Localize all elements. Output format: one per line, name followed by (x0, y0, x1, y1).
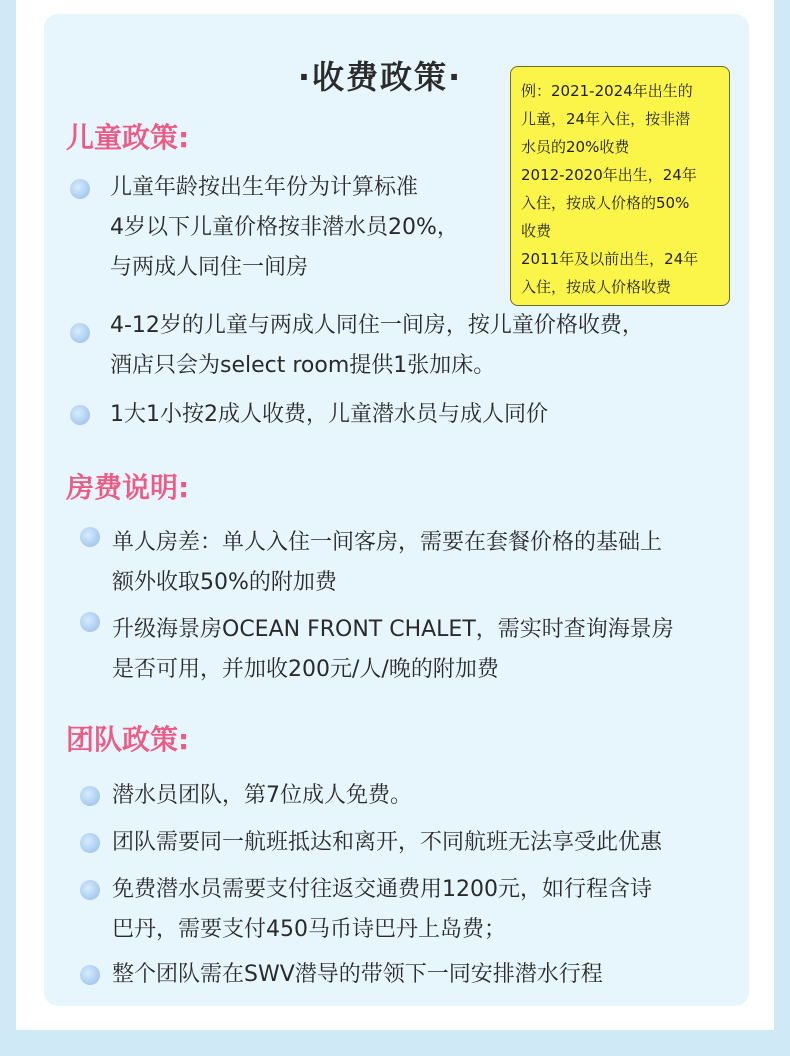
note-line: 收费 (521, 222, 552, 240)
section-heading-group: 团队政策: (66, 723, 190, 756)
bullet-icon (70, 179, 90, 199)
item-line: 单人房差：单人入住一间客房，需要在套餐价格的基础上 (112, 530, 663, 555)
bullet-icon (80, 833, 100, 853)
bullet-icon (80, 612, 100, 632)
item-line: 巴丹，需要支付450马币诗巴丹上岛费； (112, 917, 506, 942)
bullet-icon (80, 880, 100, 900)
item-line: 潜水员团队，第7位成人免费。 (112, 783, 412, 808)
item-line: 是否可用，并加收200元/人/晚的附加费 (112, 657, 499, 682)
note-line: 例：2021-2024年出生的 (521, 82, 693, 100)
item-line: 4-12岁的儿童与两成人同住一间房，按儿童价格收费， (110, 313, 644, 338)
page-title: ·收费政策· (297, 58, 463, 96)
bullet-icon (70, 323, 90, 343)
bullet-icon (70, 405, 90, 425)
note-line: 入住，按成人价格收费 (521, 278, 672, 296)
note-line: 2012-2020年出生，24年 (521, 166, 697, 184)
bullet-icon (80, 786, 100, 806)
section-heading-room: 房费说明: (66, 471, 190, 504)
item-line: 额外收取50%的附加费 (112, 570, 337, 595)
item-line: 升级海景房OCEAN FRONT CHALET，需实时查询海景房 (112, 617, 674, 642)
example-note (510, 66, 730, 306)
note-line: 水员的20%收费 (521, 138, 630, 156)
item-line: 团队需要同一航班抵达和离开，不同航班无法享受此优惠 (112, 830, 663, 855)
note-line: 入住，按成人价格的50% (521, 194, 690, 212)
bullet-icon (80, 965, 100, 985)
item-line: 与两成人同住一间房 (110, 255, 309, 280)
item-line: 儿童年龄按出生年份为计算标准 (110, 175, 419, 200)
bullet-icon (80, 527, 100, 547)
note-line: 2011年及以前出生，24年 (521, 250, 699, 268)
item-line: 酒店只会为select room提供1张加床。 (110, 353, 496, 378)
note-line: 儿童，24年入住，按非潜 (521, 110, 691, 128)
item-line: 1大1小按2成人收费，儿童潜水员与成人同价 (110, 402, 548, 427)
section-heading-children: 儿童政策: (66, 121, 190, 154)
item-line: 免费潜水员需要支付往返交通费用1200元，如行程含诗 (112, 877, 652, 902)
item-line: 4岁以下儿童价格按非潜水员20%， (110, 215, 459, 240)
item-line: 整个团队需在SWV潜导的带领下一同安排潜水行程 (112, 962, 603, 987)
